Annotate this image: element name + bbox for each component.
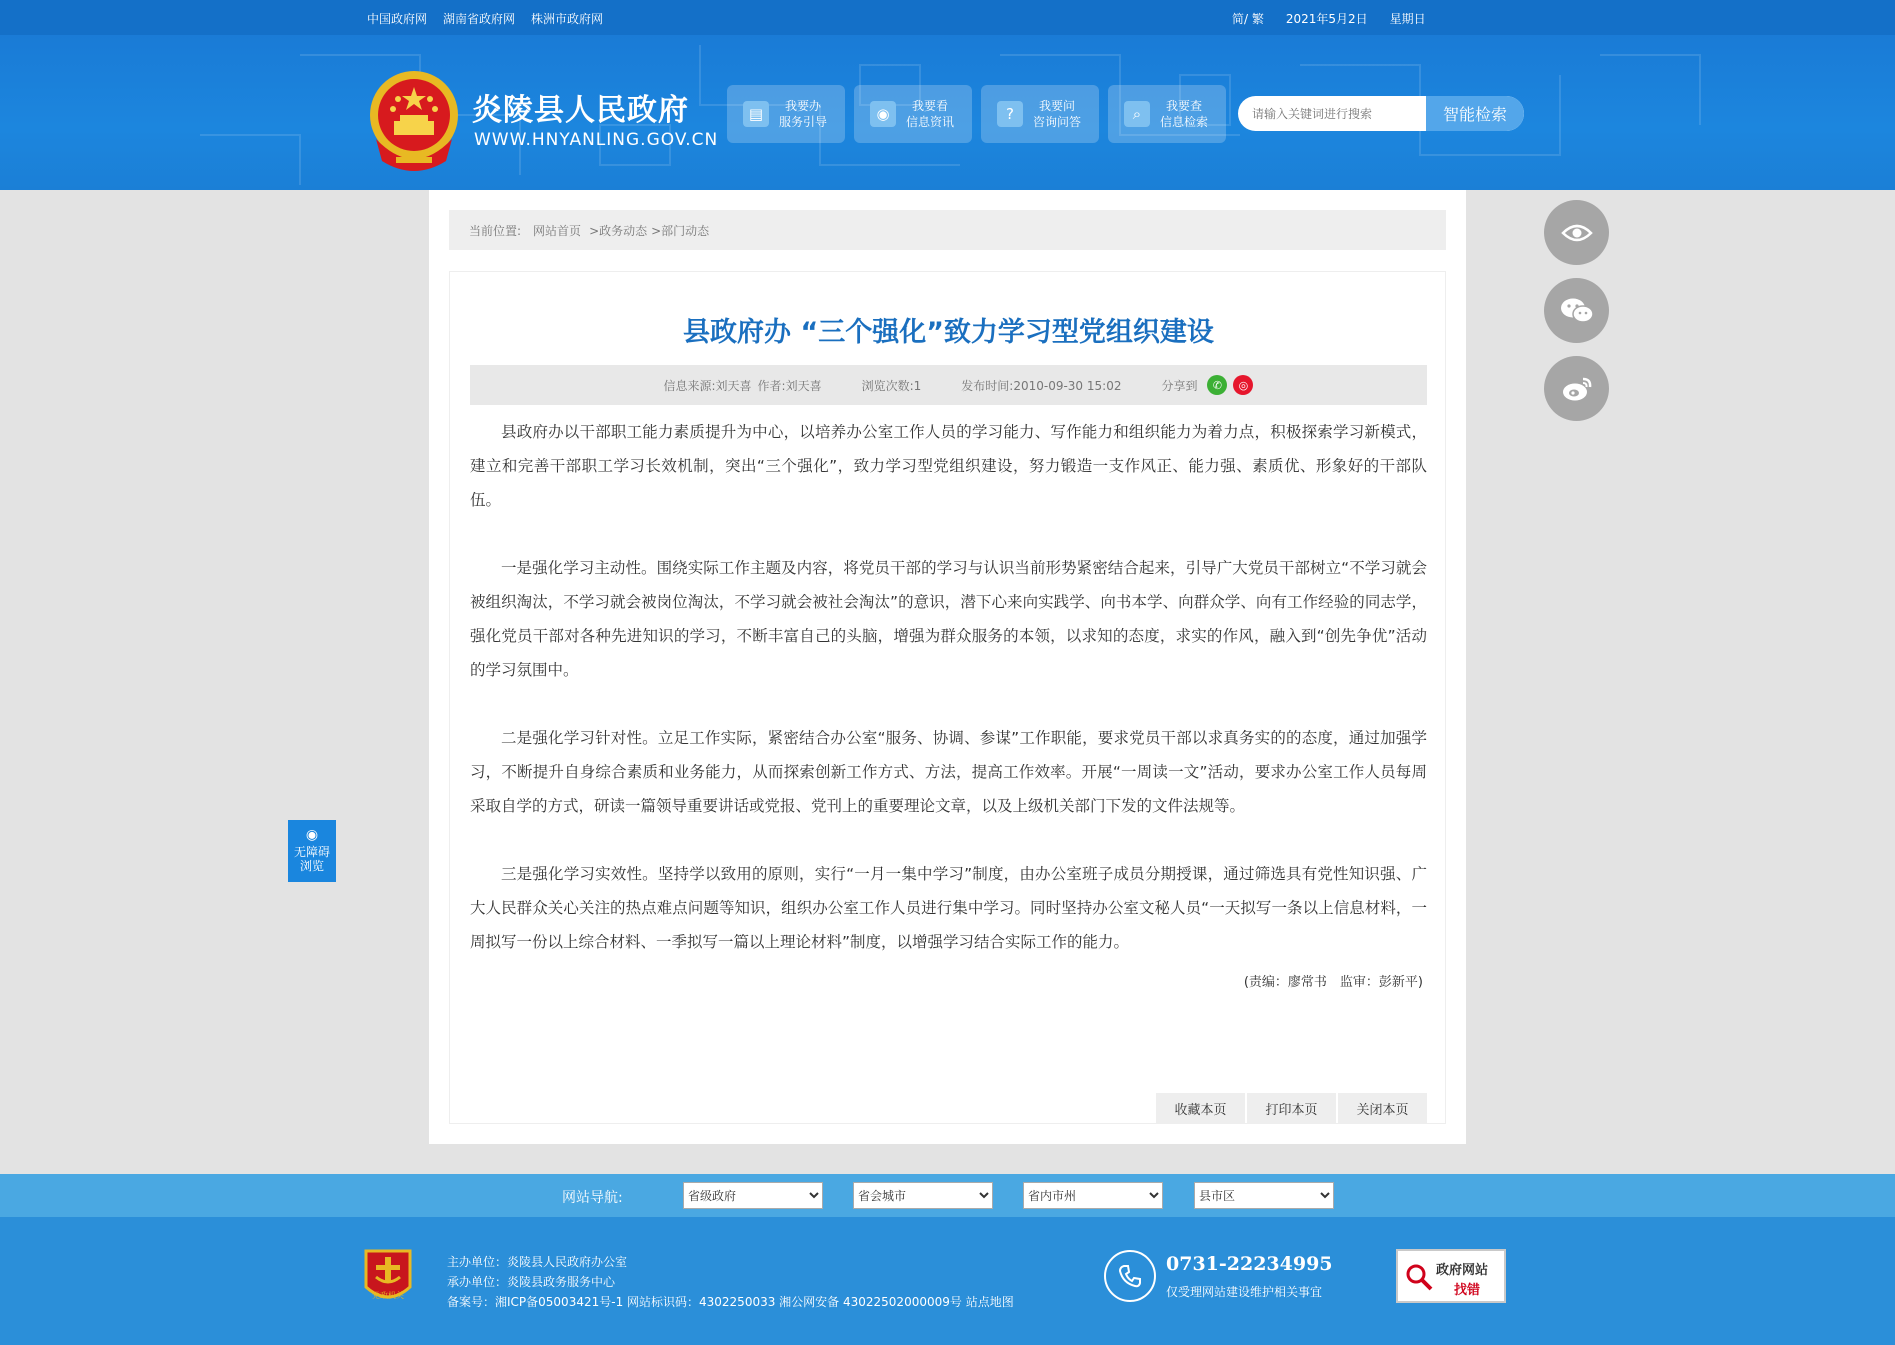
print-page-button[interactable]: 打印本页 <box>1247 1093 1336 1123</box>
badge-text: 党政机关 <box>372 1291 404 1300</box>
site-domain: WWW.HNYANLING.GOV.CN <box>474 130 719 150</box>
article-paragraph: 三是强化学习实效性。坚持学以致用的原则，实行“一月一集中学习”制度，由办公室班子成员分期授课，通过筛选具有党性知识强、广大人民群众关心关注的热点难点问题等知识，组织办公室工作人员进行集中学习。同时坚持办公室文秘人员“一天拟写一条以上信息材料，一周拟写一份以上综合材料、一季拟写一篇以上理论材料”制度，以增强学习结合实际工作的能力。 <box>470 865 1427 951</box>
article-title: 县政府办 “三个强化”致力学习型党组织建设 <box>683 317 1214 348</box>
nav-line1: 我要看 <box>912 99 949 113</box>
weibo-share-icon[interactable]: ◎ <box>1233 375 1253 395</box>
nav-line2: 信息检索 <box>1160 115 1209 129</box>
weibo-icon <box>1561 375 1593 403</box>
close-page-button[interactable]: 关闭本页 <box>1338 1093 1427 1123</box>
select-cities-in-province[interactable] <box>1023 1182 1163 1209</box>
eye-icon: ◉ <box>305 827 319 843</box>
float-weibo-button[interactable] <box>1544 356 1609 421</box>
bookmark-page-button[interactable]: 收藏本页 <box>1156 1093 1245 1123</box>
article-paragraph: 一是强化学习主动性。围绕实际工作主题及内容，将党员干部的学习与认识当前形势紧密结合起来，引导广大党员干部树立“不学习就会被组织淘汰，不学习就会被岗位淘汰，不学习就会被社会淘汰”的意识，潜下心来向实践学、向书本学、向群众学、向有工作经验的同志学，强化党员干部对各种先进知识的学习，不断丰富自己的头脑，增强为群众服务的本领，以求知的态度，求实的作风，融入到“创先争优”活动的学习氛围中。 <box>470 559 1427 679</box>
question-icon: ? <box>997 101 1023 127</box>
eye-icon <box>1561 223 1593 243</box>
select-counties[interactable] <box>1194 1182 1334 1209</box>
nav-service-guide[interactable] <box>727 85 845 143</box>
editor-credit: (责编：廖常书 监审：彭新平) <box>1243 975 1423 990</box>
top-bar <box>0 0 1895 35</box>
nav-line2: 咨询问答 <box>1033 115 1082 129</box>
date-text: 2021年5月2日 <box>1285 12 1368 26</box>
breadcrumb <box>449 210 1446 250</box>
nav-line1: 我要办 <box>785 99 822 113</box>
accessibility-line2: 浏览 <box>299 859 324 873</box>
page-actions <box>1156 1093 1427 1123</box>
weekday-text: 星期日 <box>1389 12 1426 26</box>
eye-icon: ◉ <box>870 101 896 127</box>
meta-author: 作者:刘天喜 <box>757 378 822 393</box>
breadcrumb-dept-news[interactable]: >部门动态 <box>651 223 710 238</box>
error-sub: 找错 <box>1454 1283 1481 1298</box>
phone-icon <box>1104 1250 1156 1302</box>
nav-info-search[interactable] <box>1108 85 1226 143</box>
link-hunan-gov[interactable]: 湖南省政府网 <box>443 12 516 26</box>
link-gov-cn[interactable]: 中国政府网 <box>367 12 428 26</box>
footer-info <box>447 1252 1014 1312</box>
search-button[interactable]: 智能检索 <box>1426 96 1524 131</box>
accessibility-line1: 无障碍 <box>293 845 330 859</box>
nav-info-news[interactable] <box>854 85 972 143</box>
select-provincial-capitals[interactable] <box>853 1182 993 1209</box>
content-card <box>429 190 1466 1144</box>
footer-phone-note: 仅受理网站建设维护相关事宜 <box>1166 1285 1323 1299</box>
error-title: 政府网站 <box>1436 1263 1489 1278</box>
document-icon: ▤ <box>743 101 769 127</box>
breadcrumb-gov-news[interactable]: >政务动态 <box>589 223 648 238</box>
link-zhuzhou-gov[interactable]: 株洲市政府网 <box>531 12 604 26</box>
search-box <box>1238 96 1524 131</box>
breadcrumb-label: 当前位置: <box>469 223 522 238</box>
share-label: 分享到 <box>1161 378 1198 393</box>
top-links <box>367 10 603 27</box>
footer-phone: 0731-22234995 <box>1166 1253 1333 1275</box>
footer-record[interactable]: 备案号：湘ICP备05003421号-1 网站标识码：4302250033 湘公网安备 43022502000009号 站点地图 <box>447 1295 1014 1309</box>
float-wechat-button[interactable] <box>1544 278 1609 343</box>
breadcrumb-home[interactable]: 网站首页 <box>533 223 582 238</box>
meta-published: 发布时间:2010-09-30 15:02 <box>961 378 1122 393</box>
meta-source: 信息来源:刘天喜 <box>663 378 752 393</box>
site-nav-label: 网站导航: <box>562 1190 623 1206</box>
site-nav-bar <box>0 1174 1895 1217</box>
top-right <box>1232 10 1426 27</box>
accessibility-button[interactable] <box>288 820 336 882</box>
national-emblem-logo <box>366 69 462 173</box>
article-paragraph: 县政府办以干部职工能力素质提升为中心，以培养办公室工作人员的学习能力、写作能力和组织能力为着力点，积极探索学习新模式，建立和完善干部职工学习长效机制，突出“三个强化”，致力学习型党组织建设，努力锻造一支作风正、能力强、素质优、形象好的干部队伍。 <box>470 423 1427 509</box>
article-meta <box>470 365 1427 405</box>
wechat-share-icon[interactable]: ✆ <box>1207 375 1227 395</box>
search-icon: ⌕ <box>1124 101 1150 127</box>
report-error-button[interactable] <box>1396 1249 1506 1303</box>
nav-line1: 我要查 <box>1166 99 1203 113</box>
nav-line1: 我要问 <box>1039 99 1076 113</box>
article-body <box>470 415 1427 959</box>
select-provincial-gov[interactable] <box>683 1182 823 1209</box>
site-footer <box>0 1217 1895 1345</box>
site-title[interactable]: 炎陵县人民政府 <box>472 93 689 128</box>
footer-organizer: 承办单位：炎陵县政务服务中心 <box>447 1275 616 1289</box>
site-header <box>0 35 1895 190</box>
article <box>449 271 1446 1124</box>
footer-sponsor: 主办单位：炎陵县人民政府办公室 <box>447 1255 628 1269</box>
wechat-icon <box>1560 297 1594 325</box>
nav-line2: 信息资讯 <box>906 115 955 129</box>
nav-qa[interactable] <box>981 85 1099 143</box>
article-paragraph: 二是强化学习针对性。立足工作实际，紧密结合办公室“服务、协调、参谋”工作职能，要求党员干部以求真务实的的态度，通过加强学习，不断提升自身综合素质和业务能力，从而探索创新工作方式、方法，提高工作效率。开展“一周读一文”活动，要求办公室工作人员每周采取自学的方式，研读一篇领导重要讲话或党报、党刊上的重要理论文章，以及上级机关部门下发的文件法规等。 <box>470 729 1427 815</box>
search-input[interactable] <box>1252 96 1412 131</box>
meta-views: 浏览次数:1 <box>861 378 922 393</box>
lang-switch[interactable]: 简/ 繁 <box>1232 12 1264 26</box>
nav-line2: 服务引导 <box>779 115 828 129</box>
party-gov-badge-icon <box>362 1247 414 1307</box>
magnifier-icon <box>1402 1260 1436 1294</box>
float-view-button[interactable] <box>1544 200 1609 265</box>
